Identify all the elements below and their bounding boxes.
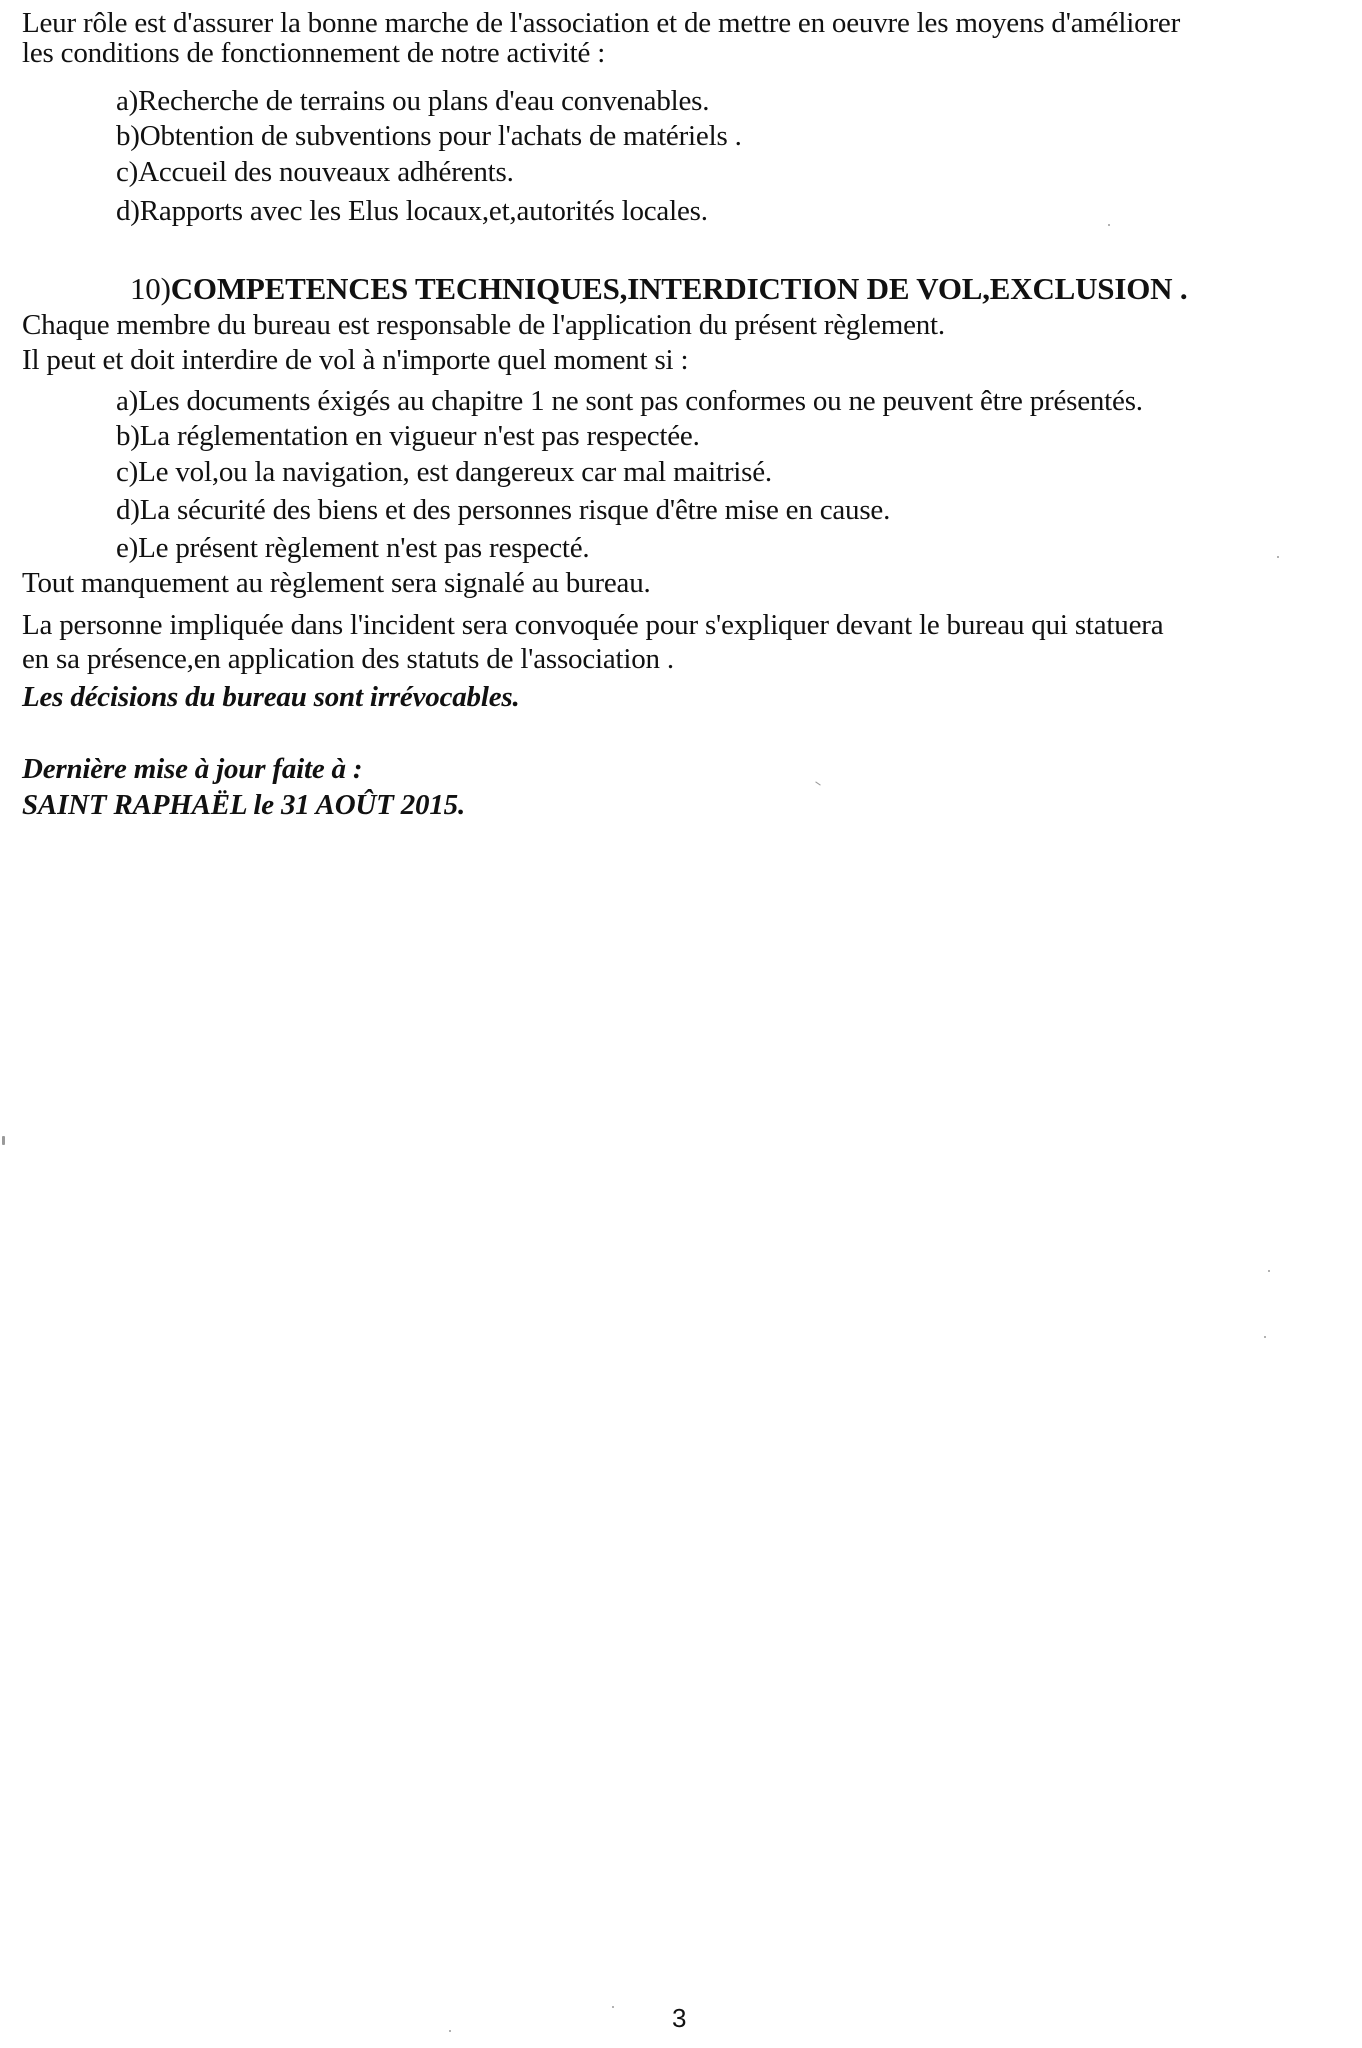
section-heading bbox=[130, 272, 1187, 306]
scan-speck bbox=[2, 1136, 5, 1145]
section-item-d: d)La sécurité des biens et des personnes risque d'être mise en cause. bbox=[116, 494, 891, 526]
update-label: Dernière mise à jour faite à : bbox=[22, 753, 363, 785]
section-line-1: Chaque membre du bureau est responsable de l'application du présent règlement. bbox=[22, 309, 945, 341]
page-number: 3 bbox=[672, 2003, 687, 2033]
intro-line-2: les conditions de fonctionnement de notre activité : bbox=[22, 37, 606, 69]
scan-speck bbox=[449, 2030, 451, 2032]
section-line-4: La personne impliquée dans l'incident sera convoquée pour s'expliquer devant le bureau qui statuera bbox=[22, 609, 1164, 641]
scan-speck bbox=[612, 2006, 614, 2008]
intro-item-b: b)Obtention de subventions pour l'achats de matériels . bbox=[116, 120, 742, 152]
place-date: SAINT RAPHAËL le 31 AOÛT 2015. bbox=[22, 789, 465, 821]
intro-item-d: d)Rapports avec les Elus locaux,et,autorités locales. bbox=[116, 195, 708, 227]
intro-line-1: Leur rôle est d'assurer la bonne marche de l'association et de mettre en oeuvre les moyens d'améliorer bbox=[22, 7, 1181, 39]
section-line-3: Tout manquement au règlement sera signalé au bureau. bbox=[22, 567, 651, 599]
section-item-b: b)La réglementation en vigueur n'est pas respectée. bbox=[116, 420, 700, 452]
scan-speck bbox=[1277, 556, 1279, 558]
section-item-a: a)Les documents éxigés au chapitre 1 ne sont pas conformes ou ne peuvent être présentés. bbox=[116, 385, 1143, 417]
scan-speck bbox=[1268, 1270, 1270, 1272]
section-number: 10) bbox=[130, 271, 171, 306]
section-title: COMPETENCES TECHNIQUES,INTERDICTION DE VOL,EXCLUSION . bbox=[170, 271, 1188, 306]
scan-speck bbox=[1108, 224, 1110, 226]
decision-statement: Les décisions du bureau sont irrévocables. bbox=[22, 681, 520, 713]
section-line-2: Il peut et doit interdire de vol à n'importe quel moment si : bbox=[22, 344, 689, 376]
scan-speck bbox=[815, 781, 820, 785]
scan-speck bbox=[1264, 1336, 1266, 1338]
section-item-e: e)Le présent règlement n'est pas respecté. bbox=[116, 532, 590, 564]
section-item-c: c)Le vol,ou la navigation, est dangereux car mal maitrisé. bbox=[116, 456, 772, 488]
intro-item-a: a)Recherche de terrains ou plans d'eau convenables. bbox=[116, 85, 710, 117]
section-line-5: en sa présence,en application des statuts de l'association . bbox=[22, 643, 674, 675]
intro-item-c: c)Accueil des nouveaux adhérents. bbox=[116, 156, 514, 188]
